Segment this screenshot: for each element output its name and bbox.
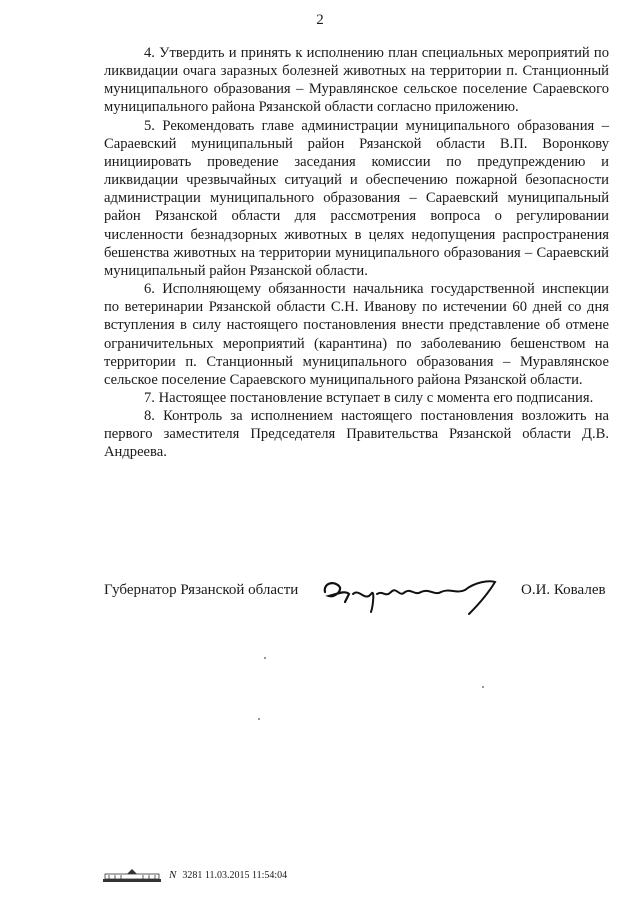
signatory-name: О.И. Ковалев	[521, 582, 606, 598]
signatory-title: Губернатор Рязанской области	[104, 582, 299, 598]
document-body	[104, 44, 609, 462]
government-building-logo-icon	[101, 866, 163, 884]
signature-block	[104, 580, 634, 616]
registration-number-mark: N	[169, 869, 177, 881]
scan-speck	[258, 718, 260, 720]
handwritten-signature-icon	[319, 572, 499, 616]
page-number: 2	[316, 12, 324, 28]
paragraph-4: 4. Утвердить и принять к исполнению план специальных мероприятий по ликвидации очага заразных болезней животных на территории п. Станционный муниципального образования – Муравлянское сельское поселение Сараевского муниципального района Рязанской области согласно приложению.	[104, 45, 609, 116]
scan-speck	[482, 686, 484, 688]
paragraph-6: 6. Исполняющему обязанности начальника государственной инспекции по ветеринарии Рязанской области С.Н. Иванову по истечении 60 дней со дня вступления в силу настоящего постановления внести представление об отмене ограничительных мероприятий (карантина) по заболеванию бешенством на территории п. Станционный муниципального образования – Муравлянское сельское поселение Сараевского муниципального района Рязанской области.	[104, 281, 609, 388]
registration-footer	[101, 866, 287, 884]
paragraph-5: 5. Рекомендовать главе администрации муниципального образования – Сараевский муниципальный район Рязанской области В.П. Воронкову инициировать проведение заседания комиссии по предупреждению и ликвидации чрезвычайных ситуаций и обеспечению пожарной безопасности администрации муниципального образования – Сараевский муниципальный район Рязанской области для рассмотрения вопроса о регулировании численности безнадзорных животных в целях недопущения распространения бешенства животных на территории муниципального образования – Сараевский муниципальный район Рязанской области.	[104, 117, 609, 279]
registration-stamp-text: 3281 11.03.2015 11:54:04	[182, 869, 288, 881]
scan-speck	[264, 657, 266, 659]
paragraph-8: 8. Контроль за исполнением настоящего постановления возложить на первого заместителя Председателя Правительства Рязанской области Д.В. Андреева.	[104, 408, 609, 461]
paragraph-7: 7. Настоящее постановление вступает в силу с момента его подписания.	[144, 389, 594, 406]
